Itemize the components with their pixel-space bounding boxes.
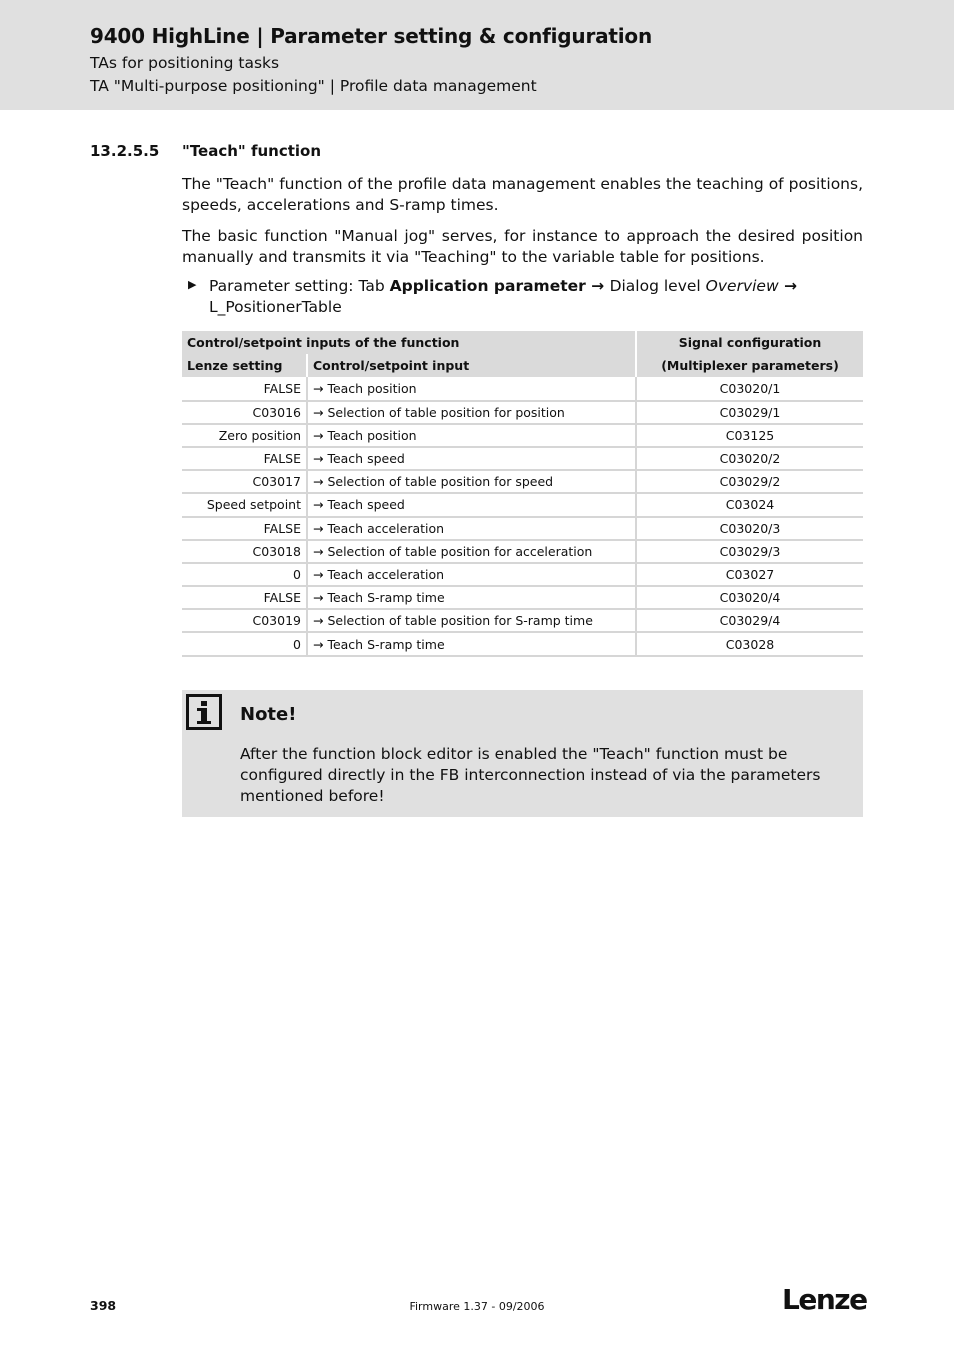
cell-lenze-setting: C03016 [182,401,307,424]
table-row [182,517,863,540]
instruction-arrow-2: → [778,277,798,295]
cell-lenze-setting: 0 [182,563,307,586]
parameter-setting-instruction [209,276,849,318]
cell-signal-config: C03020/2 [636,447,863,470]
cell-lenze-setting: Zero position [182,424,307,447]
table-row [182,424,863,447]
table-header-signal-2: (Multiplexer parameters) [636,354,863,377]
cell-control-input: → Teach position [307,424,636,447]
instruction-tab: Application parameter [389,277,586,295]
cell-signal-config: C03020/4 [636,586,863,609]
instruction-level: Overview [705,277,779,295]
section-number: 13.2.5.5 [90,142,160,160]
cell-lenze-setting: Speed setpoint [182,493,307,516]
teach-inputs-table [182,331,863,657]
cell-lenze-setting: C03018 [182,540,307,563]
table-row [182,609,863,632]
cell-signal-config: C03029/2 [636,470,863,493]
chapter-subtitle: TAs for positioning tasks [90,54,280,72]
section-title: "Teach" function [182,142,322,160]
manual-jog-paragraph: The basic function "Manual jog" serves, for instance to approach the desired position manually and transmits it via "Teaching" to the variable table for positions. [182,227,863,266]
intro-paragraph: The "Teach" function of the profile data management enables the teaching of positions, speeds, accelerations and S-ramp times. [182,175,863,214]
cell-lenze-setting: FALSE [182,586,307,609]
document-title: 9400 HighLine | Parameter setting & configuration [90,24,653,48]
instruction-prefix: Parameter setting: Tab [209,277,390,295]
table-body [182,377,863,655]
cell-signal-config: C03020/1 [636,377,863,400]
lenze-logo: Lenze [782,1283,867,1316]
table-row [182,540,863,563]
cell-control-input: → Teach speed [307,447,636,470]
cell-lenze-setting: C03019 [182,609,307,632]
cell-control-input: → Selection of table position for speed [307,470,636,493]
cell-control-input: → Selection of table position for S-ramp time [307,609,636,632]
cell-control-input: → Selection of table position for position [307,401,636,424]
table-row [182,493,863,516]
triangle-right-icon: ▶ [188,278,197,291]
cell-signal-config: C03029/4 [636,609,863,632]
table-header-signal-1: Signal configuration [636,331,863,354]
instruction-target: L_PositionerTable [209,298,342,316]
cell-control-input: → Selection of table position for acceleration [307,540,636,563]
note-box [182,690,863,817]
page-number: 398 [90,1298,117,1313]
table-row [182,470,863,493]
table-header-lenze: Lenze setting [182,354,307,377]
info-icon [186,694,222,730]
cell-control-input: → Teach acceleration [307,517,636,540]
cell-signal-config: C03125 [636,424,863,447]
instruction-middle: Dialog level [609,277,706,295]
page-header [0,0,954,110]
instruction-arrow-1: → [585,277,610,295]
cell-signal-config: C03027 [636,563,863,586]
table-row [182,586,863,609]
note-text: After the function block editor is enabled the "Teach" function must be configured directly in the FB interconnection instead of via the parameters mentioned before! [240,745,821,805]
cell-control-input: → Teach acceleration [307,563,636,586]
cell-signal-config: C03028 [636,632,863,655]
cell-signal-config: C03029/3 [636,540,863,563]
table-row [182,563,863,586]
cell-lenze-setting: 0 [182,632,307,655]
table-header-input: Control/setpoint input [307,354,636,377]
table-header-group: Control/setpoint inputs of the function [182,331,636,354]
note-title: Note! [240,704,297,725]
cell-lenze-setting: FALSE [182,447,307,470]
cell-lenze-setting: C03017 [182,470,307,493]
table-row [182,632,863,655]
table-row [182,377,863,400]
cell-signal-config: C03020/3 [636,517,863,540]
cell-signal-config: C03024 [636,493,863,516]
cell-lenze-setting: FALSE [182,517,307,540]
cell-control-input: → Teach S-ramp time [307,586,636,609]
cell-lenze-setting: FALSE [182,377,307,400]
table-row [182,401,863,424]
cell-signal-config: C03029/1 [636,401,863,424]
section-subtitle: TA "Multi-purpose positioning" | Profile data management [90,77,537,95]
firmware-version: Firmware 1.37 - 09/2006 [409,1300,545,1313]
cell-control-input: → Teach S-ramp time [307,632,636,655]
cell-control-input: → Teach position [307,377,636,400]
table-row [182,447,863,470]
cell-control-input: → Teach speed [307,493,636,516]
